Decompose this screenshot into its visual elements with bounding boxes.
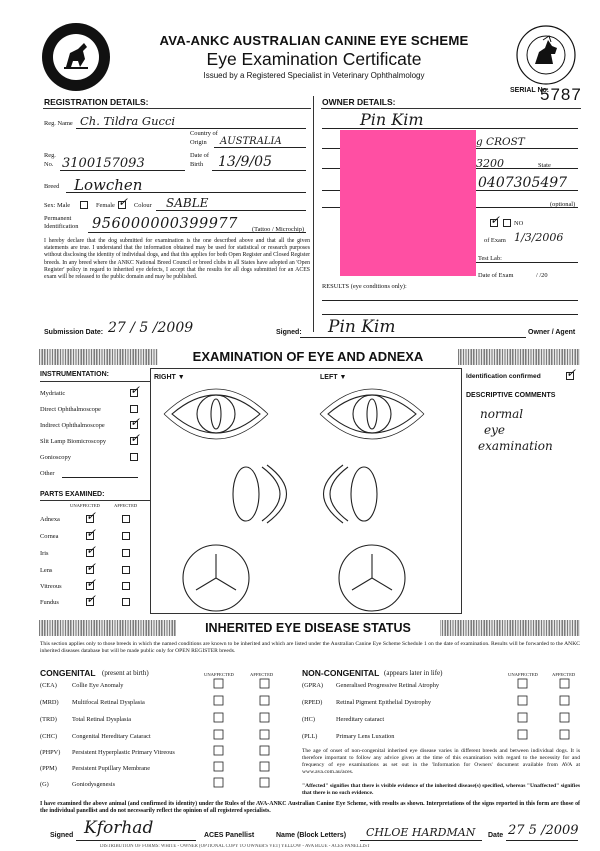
- owner-declaration: I hereby declare that the dog submitted for examination is the one described above and that all the given statements are true. I understand that the information obtained may be used for statistical or research purposes without disclosing the identity of individual dogs, and that this applies for both Open Register and Closed Register breeds. In any breed where the ANKC National Breed Council or breed clubs in all States have adopted an 'Open Register' policy in regard to inherited eye defects, I accept that the results for all dogs submitted for an ACES exam will be released to the public domain and may be published.: [44, 238, 310, 281]
- congenital-affected-box: [260, 730, 269, 739]
- breed-label: Breed: [44, 183, 60, 190]
- congenital-name: Total Retinal Dysplasia: [72, 716, 132, 723]
- examiner-statement: I have examined the above animal (and confirmed its identity) under the Rules of the AVA-ANKC Australian Canine Eye Scheme, with results as shown. Interpretations of the signs reported in this form are those of the individual panellist and do not necessarily reflect the opinion of all registered specialists.: [40, 801, 580, 815]
- aces-panellist-label: ACES Panellist: [204, 832, 255, 839]
- instrument-label: Slit Lamp Biomicroscopy: [40, 438, 107, 445]
- instrument-checkbox[interactable]: [130, 389, 138, 397]
- noncongenital-code: (GPRA): [302, 682, 323, 689]
- congenital-sub: (present at birth): [102, 669, 149, 677]
- part-unaffected-checkbox[interactable]: [86, 515, 94, 523]
- owner-heading: OWNER DETAILS:: [322, 97, 396, 107]
- submission-signed-label: Signed:: [276, 329, 302, 336]
- part-affected-checkbox[interactable]: [122, 515, 130, 523]
- owner-postcode-value[interactable]: 3200: [476, 157, 504, 170]
- serial-number: 5787: [540, 85, 582, 104]
- owner-name-value[interactable]: Pin Kim: [360, 110, 424, 129]
- part-affected-checkbox[interactable]: [122, 598, 130, 606]
- part-label: Fundus: [40, 599, 59, 606]
- right-lens: [233, 467, 259, 521]
- comment-line-1[interactable]: normal: [480, 407, 524, 421]
- sex-male-label: Sex: Male: [44, 202, 71, 209]
- right-iris: [197, 395, 235, 433]
- part-unaffected-checkbox[interactable]: [86, 598, 94, 606]
- right-eye-label: RIGHT ▼: [154, 374, 185, 381]
- part-affected-checkbox[interactable]: [122, 532, 130, 540]
- noncongenital-checkbox-grid: [514, 678, 584, 742]
- reg-name-label: Reg. Name: [44, 120, 73, 127]
- noncongenital-heading: NON-CONGENITAL: [302, 668, 380, 678]
- left-lens: [351, 467, 377, 521]
- origin-label: Origin: [190, 139, 207, 146]
- congenital-unaffected-box: [214, 762, 223, 771]
- left-eye-outline: [328, 395, 416, 433]
- yes-checkbox[interactable]: [490, 219, 498, 227]
- congenital-unaffected-box: [214, 778, 223, 787]
- instrument-checkbox[interactable]: [130, 437, 138, 445]
- colour-value[interactable]: SABLE: [166, 196, 209, 210]
- owner-signature[interactable]: Pin Kim: [328, 317, 396, 337]
- instrument-label: Direct Ophthalmoscope: [40, 406, 101, 413]
- dob-label-2: Birth: [190, 161, 204, 168]
- colour-label: Colour: [134, 202, 152, 209]
- congenital-unaffected-box: [214, 713, 223, 722]
- instrument-checkbox[interactable]: [130, 453, 138, 461]
- perm-id-suffix: (Tattoo / Microchip): [252, 226, 305, 233]
- ankc-logo: [515, 24, 577, 86]
- congenital-code: (MRD): [40, 699, 59, 706]
- no-label: NO: [514, 220, 524, 227]
- footer-signed-label: Signed: [50, 832, 74, 839]
- congenital-name: Persistent Pupillary Membrane: [72, 765, 150, 772]
- test-lab-label: Test Lab:: [478, 255, 502, 262]
- parts-rule: [40, 500, 150, 501]
- congenital-affected-box: [260, 696, 269, 705]
- owner-rule: [321, 108, 581, 109]
- congenital-checkbox-grid: [210, 678, 282, 792]
- dob-value[interactable]: 13/9/05: [218, 154, 272, 170]
- congenital-code: (PPM): [40, 765, 57, 772]
- footer-date-label: Date: [488, 832, 504, 839]
- left-eye-label: LEFT ▼: [320, 374, 347, 381]
- noncongenital-unaffected-label: UNAFFECTED: [508, 672, 538, 677]
- right-cornea: [262, 467, 280, 521]
- instrument-checkbox[interactable]: [130, 421, 138, 429]
- optional-label: (optional): [550, 201, 576, 208]
- comment-line-2[interactable]: eye: [484, 423, 505, 437]
- noncongenital-affected-box: [560, 713, 569, 722]
- congenital-code: (G): [40, 781, 49, 788]
- no-checkbox[interactable]: [503, 219, 511, 227]
- registration-rule: [43, 108, 311, 109]
- congenital-unaffected-label: UNAFFECTED: [204, 672, 234, 677]
- serial-label: SERIAL No.: [510, 87, 549, 94]
- noncongenital-code: (RPED): [302, 699, 323, 706]
- noncongenital-name: Primary Lens Luxation: [336, 733, 395, 740]
- parts-unaffected-label: UNAFFECTED: [70, 503, 100, 508]
- dob-label: Date of: [190, 152, 209, 159]
- part-unaffected-checkbox[interactable]: [86, 566, 94, 574]
- congenital-affected-label: AFFECTED: [250, 672, 274, 677]
- scheme-title: AVA-ANKC AUSTRALIAN CANINE EYE SCHEME: [159, 33, 469, 48]
- congenital-unaffected-box: [214, 696, 223, 705]
- panellist-signature[interactable]: Kforhad: [84, 818, 154, 838]
- submission-date-label: Submission Date:: [44, 329, 104, 336]
- part-affected-checkbox[interactable]: [122, 582, 130, 590]
- submission-date-value[interactable]: 27 / 5 /2009: [108, 320, 194, 336]
- noncongenital-affected-label: AFFECTED: [552, 672, 576, 677]
- name-block-label: Name (Block Letters): [276, 832, 347, 839]
- age-note: The age of onset of non-congenital inherited eye disease varies in different breeds and between individual dogs. It is therefore important to follow any advice given at the time of this examination with regard to the necessity for and frequency of eye examinations as set out in the 'Information for Owners' document available from AVA at www.ava.com.au/aces.: [302, 748, 580, 775]
- part-label: Adnexa: [40, 516, 60, 523]
- instrumentation-rule: [40, 381, 150, 382]
- congenital-name: Congenital Hereditary Cataract: [72, 733, 151, 740]
- congenital-unaffected-box: [214, 730, 223, 739]
- country-label: Country of: [190, 130, 218, 137]
- part-affected-checkbox[interactable]: [122, 566, 130, 574]
- descriptive-heading: DESCRIPTIVE COMMENTS: [466, 392, 556, 399]
- results-label: RESULTS (eye conditions only):: [322, 283, 407, 290]
- left-cornea: [330, 467, 348, 521]
- sex-female-label: Female: [96, 202, 115, 209]
- exam-date2-value: / /20: [536, 272, 548, 279]
- part-label: Iris: [40, 550, 49, 557]
- exam-banner-title: EXAMINATION OF EYE AND ADNEXA: [158, 348, 458, 366]
- id-confirmed-label: Identification confirmed: [466, 373, 541, 380]
- owner-agent-label: Owner / Agent: [528, 329, 576, 336]
- affected-note: "Affected" signifies that there is visible evidence of the inherited disease(s) specified, whereas "Unaffected" signifies that there is no such evidence.: [302, 783, 580, 796]
- right-eye-outline: [172, 395, 260, 433]
- inherited-banner-title: INHERITED EYE DISEASE STATUS: [176, 619, 440, 637]
- instrument-label: Gonioscopy: [40, 454, 71, 461]
- reg-no-label: Reg.: [44, 152, 56, 159]
- congenital-unaffected-box: [214, 679, 223, 688]
- noncongenital-name: Hereditary cataract: [336, 716, 385, 723]
- perm-id-value[interactable]: 956000000399977: [92, 216, 238, 232]
- part-label: Cornea: [40, 533, 59, 540]
- country-value[interactable]: AUSTRALIA: [220, 136, 282, 147]
- noncongenital-unaffected-box: [518, 730, 527, 739]
- congenital-affected-box: [260, 713, 269, 722]
- noncongenital-unaffected-box: [518, 713, 527, 722]
- instrument-label: Indirect Ophthalmoscope: [40, 422, 105, 429]
- left-iris: [353, 395, 391, 433]
- congenital-heading: CONGENITAL: [40, 668, 96, 678]
- part-label: Vitreous: [40, 583, 62, 590]
- center-divider: [313, 96, 314, 332]
- sex-male-checkbox[interactable]: [80, 201, 88, 209]
- noncongenital-unaffected-box: [518, 679, 527, 688]
- noncongenital-name: Generalised Progressive Retinal Atrophy: [336, 682, 440, 689]
- congenital-code: (TRD): [40, 716, 57, 723]
- reg-no-label-2: No.: [44, 161, 54, 168]
- exam-date-label: of Exam: [484, 237, 506, 244]
- parts-affected-label: AFFECTED: [114, 503, 138, 508]
- congenital-name: Collie Eye Anomaly: [72, 682, 124, 689]
- congenital-affected-box: [260, 679, 269, 688]
- comment-line-3[interactable]: examination: [478, 439, 553, 453]
- certificate-subtitle: Issued by a Registered Specialist in Veterinary Ophthalmology: [203, 71, 425, 80]
- congenital-code: (CHC): [40, 733, 58, 740]
- instrument-label: Mydriatic: [40, 390, 66, 397]
- right-pupil: [211, 399, 221, 429]
- panellist-name-value[interactable]: CHLOE HARDMAN: [366, 826, 476, 839]
- reg-name-value[interactable]: Ch. Tildra Gucci: [80, 114, 176, 128]
- noncongenital-code: (HC): [302, 716, 315, 723]
- part-unaffected-checkbox[interactable]: [86, 532, 94, 540]
- instrument-checkbox[interactable]: [130, 405, 138, 413]
- owner-street-value[interactable]: g CROST: [476, 136, 525, 148]
- congenital-affected-box: [260, 778, 269, 787]
- comments-panel: [462, 368, 580, 614]
- state-label: State: [538, 162, 551, 169]
- perm-id-label-2: Identification: [44, 223, 79, 230]
- instrumentation-heading: INSTRUMENTATION:: [40, 371, 109, 378]
- redaction-block: [340, 130, 476, 276]
- part-unaffected-checkbox[interactable]: [86, 549, 94, 557]
- distribution-note: DISTRIBUTION OF FORMS: WHITE - OWNER (OPTIONAL COPY TO OWNER'S VET) YELLOW - AVA BLUE - ACES PANELLIST: [100, 844, 370, 849]
- congenital-affected-box: [260, 762, 269, 771]
- noncongenital-affected-box: [560, 679, 569, 688]
- certificate-title: Eye Examination Certificate: [206, 49, 422, 69]
- left-pupil: [367, 399, 377, 429]
- noncongenital-affected-box: [560, 696, 569, 705]
- noncongenital-affected-box: [560, 730, 569, 739]
- congenital-unaffected-box: [214, 746, 223, 755]
- part-affected-checkbox[interactable]: [122, 549, 130, 557]
- exam-date2-label: Date of Exam: [478, 272, 514, 279]
- noncongenital-name: Retinal Pigment Epithelial Dystrophy: [336, 699, 431, 706]
- instrument-label: Other: [40, 470, 55, 477]
- congenital-code: (CEA): [40, 682, 57, 689]
- reg-no-value[interactable]: 3100157093: [62, 156, 145, 171]
- perm-id-label: Permanent: [44, 215, 72, 222]
- congenital-name: Multifocal Retinal Dysplasia: [72, 699, 145, 706]
- noncongenital-unaffected-box: [518, 696, 527, 705]
- registration-heading: REGISTRATION DETAILS:: [44, 97, 149, 107]
- eye-diagrams: [150, 368, 462, 614]
- footer-date-value[interactable]: 27 5 /2009: [508, 823, 579, 838]
- congenital-code: (PHPV): [40, 749, 61, 756]
- noncongenital-sub: (appears later in life): [384, 669, 443, 677]
- congenital-name: Persistent Hyperplastic Primary Vitreous: [72, 749, 175, 756]
- sex-female-checkbox[interactable]: [118, 201, 126, 209]
- ava-logo: [40, 21, 112, 93]
- exam-date-value[interactable]: 1/3/2006: [514, 231, 564, 244]
- owner-phone-value[interactable]: 0407305497: [478, 175, 568, 191]
- parts-heading: PARTS EXAMINED:: [40, 491, 105, 498]
- part-unaffected-checkbox[interactable]: [86, 582, 94, 590]
- inherited-intro: This section applies only to those breeds in which the named conditions are known to be inherited and which are listed under the Australian Canine Eye Scheme Schedule 1 on the date of examination. Results will be forwarded to the ANKC inherited diseases database but will be made public only for OPEN REGISTER breeds.: [40, 641, 580, 654]
- breed-value[interactable]: Lowchen: [74, 176, 143, 194]
- congenital-affected-box: [260, 746, 269, 755]
- id-confirmed-checkbox[interactable]: [566, 372, 574, 380]
- congenital-name: Goniodysgenesis: [72, 781, 116, 788]
- part-label: Lens: [40, 567, 53, 574]
- noncongenital-code: (PLL): [302, 733, 318, 740]
